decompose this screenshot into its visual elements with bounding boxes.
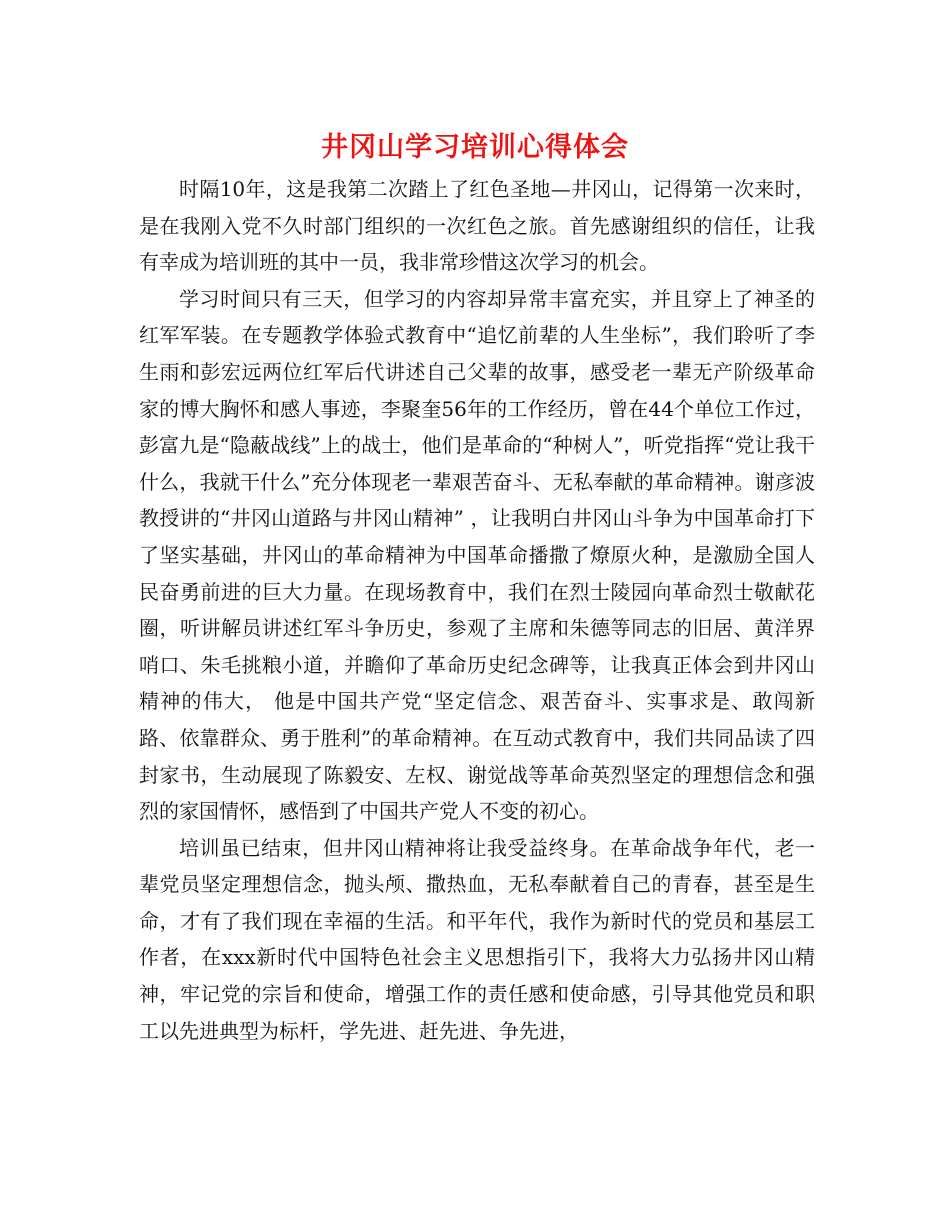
paragraph-3: 培训虽已结束，但井冈山精神将让我受益终身。在革命战争年代，老一辈党员坚定理想信念，抛头颅、撒热血，无私奉献着自己的青春，甚至是生命，才有了我们现在幸福的生活。和平年代，我作为新时代的党员和基层工作者，在xxx新时代中国特色社会主义思想指引下，我将大力弘扬井冈山精神，牢记党的宗旨和使命，增强工作的责任感和使命感，引导其他党员和职工以先进典型为标杆，学先进、赶先进、争先进， xyxy=(139,835,815,1043)
paragraph-1: 时隔10年，这是我第二次踏上了红色圣地—井冈山，记得第一次来时，是在我刚入党不久时部门组织的一次红色之旅。首先感谢组织的信任，让我有幸成为培训班的其中一员，我非常珍惜这次学习的机会。 xyxy=(139,177,815,275)
paragraph-2: 学习时间只有三天，但学习的内容却异常丰富充实，并且穿上了神圣的红军军装。在专题教学体验式教育中“追忆前辈的人生坐标”，我们聆听了李生雨和彭宏远两位红军后代讲述自己父辈的故事，感受老一辈无产阶级革命家的博大胸怀和感人事迹，李聚奎56年的工作经历，曾在44个单位工作过，彭富九是“隐蔽战线”上的战士，他们是革命的“种树人”，听党指挥“党让我干什么，我就干什么”充分体现老一辈艰苦奋斗、无私奉献的革命精神。谢彦波教授讲的“井冈山道路与井冈山精神” ，让我明白井冈山斗争为中国革命打下了坚实基础，井冈山的革命精神为中国革命播撒了燎原火种，是激励全国人民奋勇前进的巨大力量。在现场教育中，我们在烈士陵园向革命烈士敬献花圈，听讲解员讲述红军斗争历史，参观了主席和朱德等同志的旧居、黄洋界哨口、朱毛挑粮小道，并瞻仰了革命历史纪念碑等，让我真正体会到井冈山精神的伟大， 他是中国共产党“坚定信念、艰苦奋斗、实事求是、敢闯新路、依靠群众、勇于胜利”的革命精神。在互动式教育中，我们共同品读了四封家书，生动展现了陈毅安、左权、谢觉战等革命英烈坚定的理想信念和强烈的家国情怀，感悟到了中国共产党人不变的初心。 xyxy=(139,286,815,824)
document-title: 井冈山学习培训心得体会 xyxy=(321,132,629,163)
document-body xyxy=(139,171,815,1049)
